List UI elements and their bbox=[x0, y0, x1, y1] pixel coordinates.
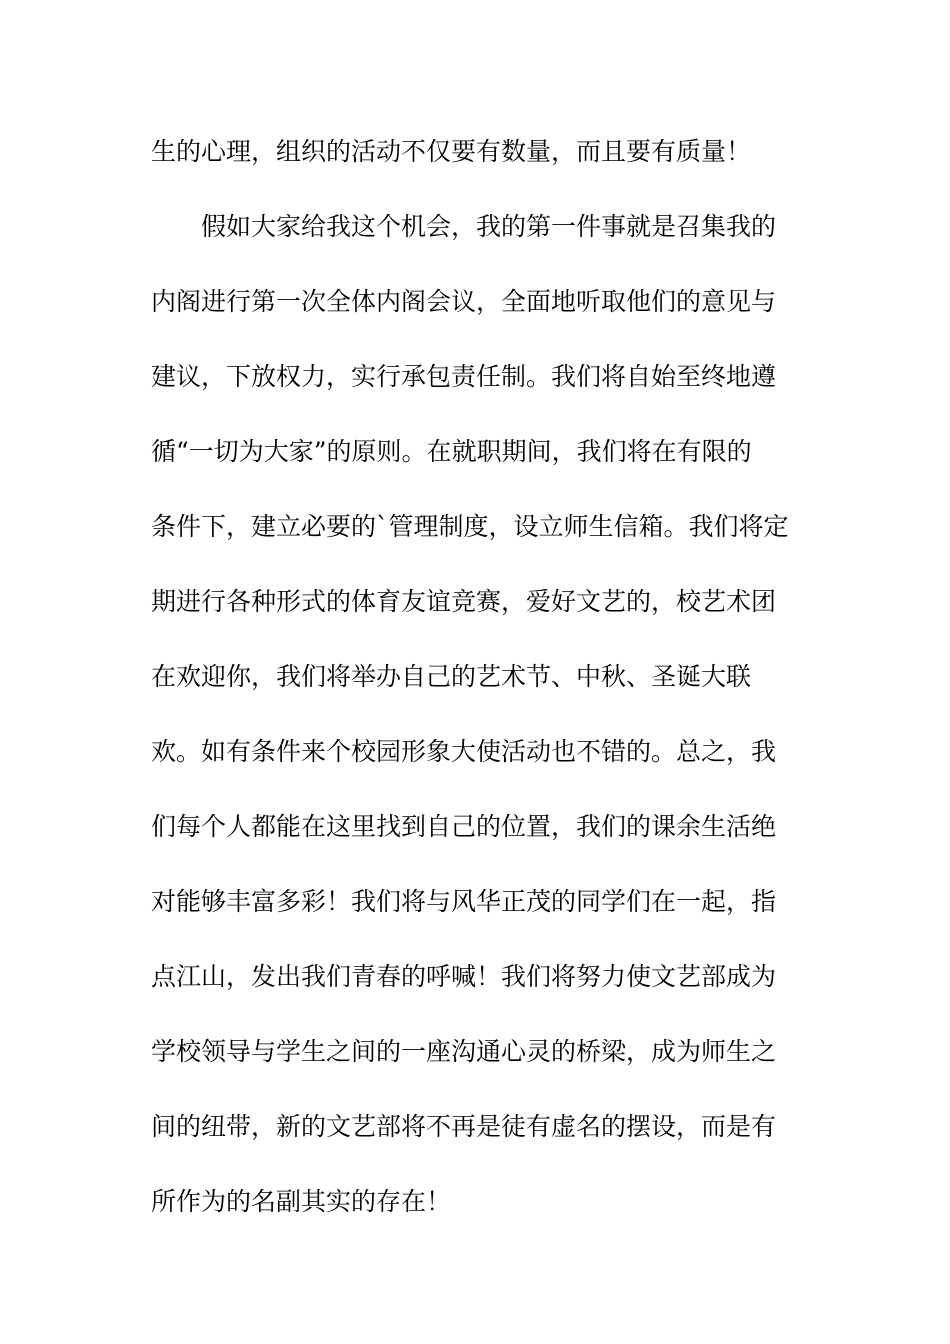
line-gap bbox=[151, 696, 811, 734]
line-gap bbox=[151, 246, 811, 284]
line-gap bbox=[151, 321, 811, 359]
line-gap bbox=[151, 846, 811, 884]
paragraph-gap bbox=[151, 171, 811, 209]
line-gap bbox=[151, 771, 811, 809]
text-line: 假如大家给我这个机会，我的第一件事就是召集我的 bbox=[201, 212, 777, 241]
body-text bbox=[151, 133, 811, 1221]
text-line: 欢。如有条件来个校园形象大使活动也不错的。总之，我 bbox=[151, 737, 777, 766]
line-gap bbox=[151, 1146, 811, 1184]
text-line: 期进行各种形式的体育友谊竞赛，爱好文艺的，校艺术团 bbox=[151, 587, 777, 616]
text-line: 条件下，建立必要的`管理制度，设立师生信箱。我们将定 bbox=[151, 512, 789, 541]
line-gap bbox=[151, 921, 811, 959]
text-line: 点江山，发出我们青春的呼喊！我们将努力使文艺部成为 bbox=[151, 962, 777, 991]
text-line: 生的心理，组织的活动不仅要有数量，而且要有质量！ bbox=[151, 137, 752, 166]
line-gap bbox=[151, 396, 811, 434]
line-gap bbox=[151, 1071, 811, 1109]
text-line: 间的纽带，新的文艺部将不再是徒有虚名的摆设，而是有 bbox=[151, 1112, 777, 1141]
text-line: 对能够丰富多彩！我们将与风华正茂的同学们在一起，指 bbox=[151, 887, 777, 916]
line-gap bbox=[151, 621, 811, 659]
text-line: 循“一切为大家”的原则。在就职期间，我们将在有限的 bbox=[151, 437, 752, 466]
line-gap bbox=[151, 546, 811, 584]
text-line: 们每个人都能在这里找到自己的位置，我们的课余生活绝 bbox=[151, 812, 777, 841]
text-line: 在欢迎你，我们将举办自己的艺术节、中秋、圣诞大联 bbox=[151, 662, 752, 691]
text-line: 内阁进行第一次全体内阁会议，全面地听取他们的意见与 bbox=[151, 287, 777, 316]
text-line: 学校领导与学生之间的一座沟通心灵的桥梁，成为师生之 bbox=[151, 1037, 777, 1066]
line-gap bbox=[151, 996, 811, 1034]
text-line: 所作为的名副其实的存在！ bbox=[151, 1187, 452, 1216]
text-line: 建议，下放权力，实行承包责任制。我们将自始至终地遵 bbox=[151, 362, 777, 391]
line-gap bbox=[151, 471, 811, 509]
